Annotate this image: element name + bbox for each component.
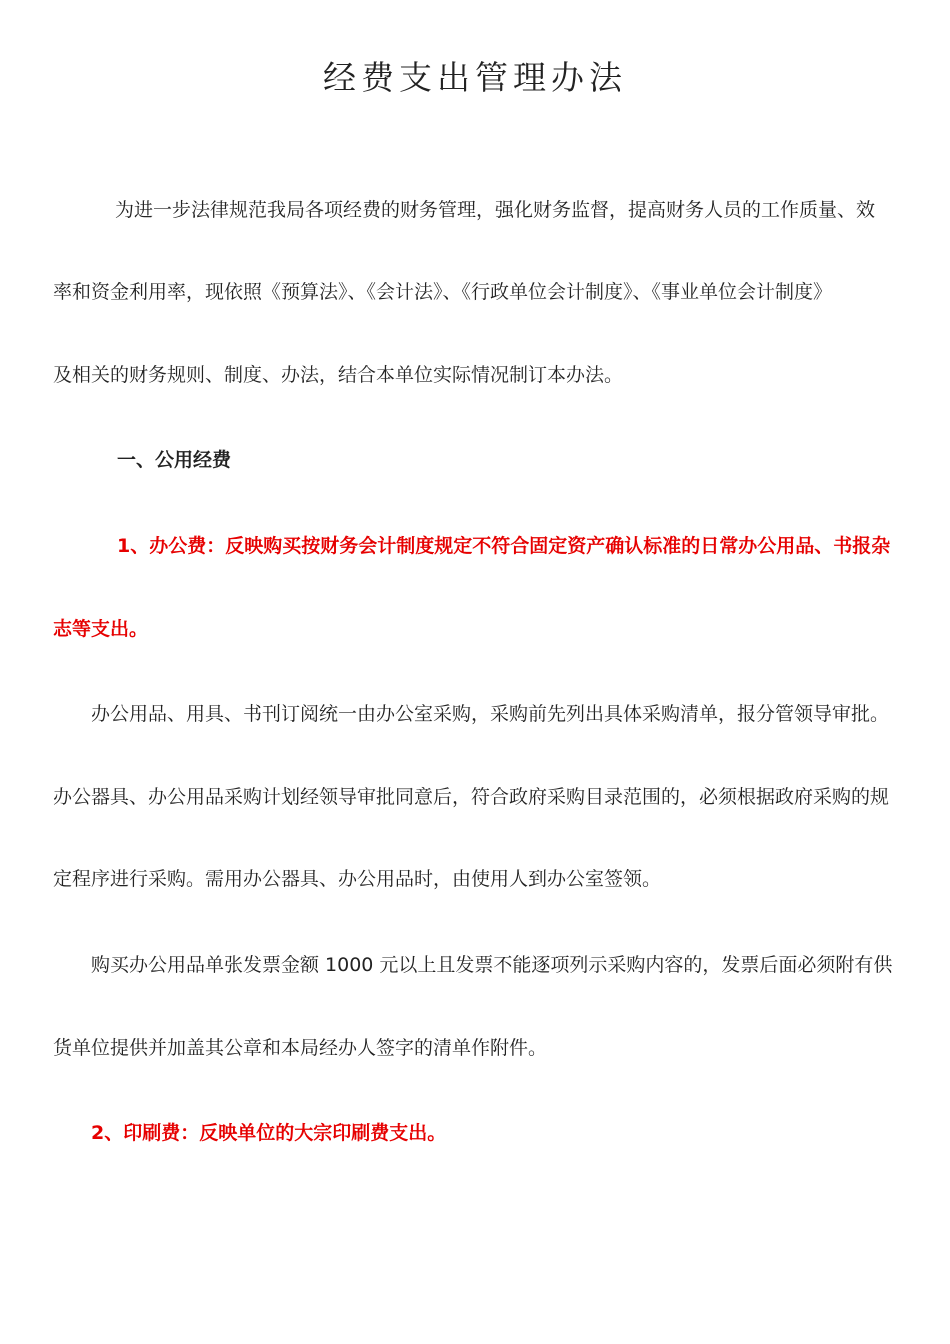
item-office-expense-line-1: 1、办公费：反映购买按财务会计制度规定不符合固定资产确认标准的日常办公用品、书报杂 xyxy=(117,535,891,557)
item-office-expense-line-2: 志等支出。 xyxy=(53,618,149,640)
invoice-rule-line-1: 购买办公用品单张发票金额 1000 元以上且发票不能逐项列示采购内容的，发票后面必须附有供 xyxy=(91,954,893,976)
invoice-rule-line-2: 货单位提供并加盖其公章和本局经办人签字的清单作附件。 xyxy=(53,1037,548,1059)
item-printing-expense-line-1: 2、印刷费：反映单位的大宗印刷费支出。 xyxy=(91,1122,447,1144)
procurement-line-1: 办公用品、用具、书刊订阅统一由办公室采购，采购前先列出具体采购清单，报分管领导审批。 xyxy=(91,703,890,725)
intro-line-1: 为进一步法律规范我局各项经费的财务管理，强化财务监督，提高财务人员的工作质量、效 xyxy=(115,199,876,221)
procurement-line-3: 定程序进行采购。需用办公器具、办公用品时，由使用人到办公室签领。 xyxy=(53,868,662,890)
document-title: 经费支出管理办法 xyxy=(323,58,627,97)
section-heading-public-funds: 一、公用经费 xyxy=(117,449,232,471)
intro-line-3: 及相关的财务规则、制度、办法，结合本单位实际情况制订本办法。 xyxy=(53,364,624,386)
procurement-line-2: 办公器具、办公用品采购计划经领导审批同意后，符合政府采购目录范围的，必须根据政府采购的规 xyxy=(53,786,890,808)
intro-line-2: 率和资金利用率，现依照《预算法》、《会计法》、《行政单位会计制度》、《事业单位会计制度》 xyxy=(53,281,833,303)
